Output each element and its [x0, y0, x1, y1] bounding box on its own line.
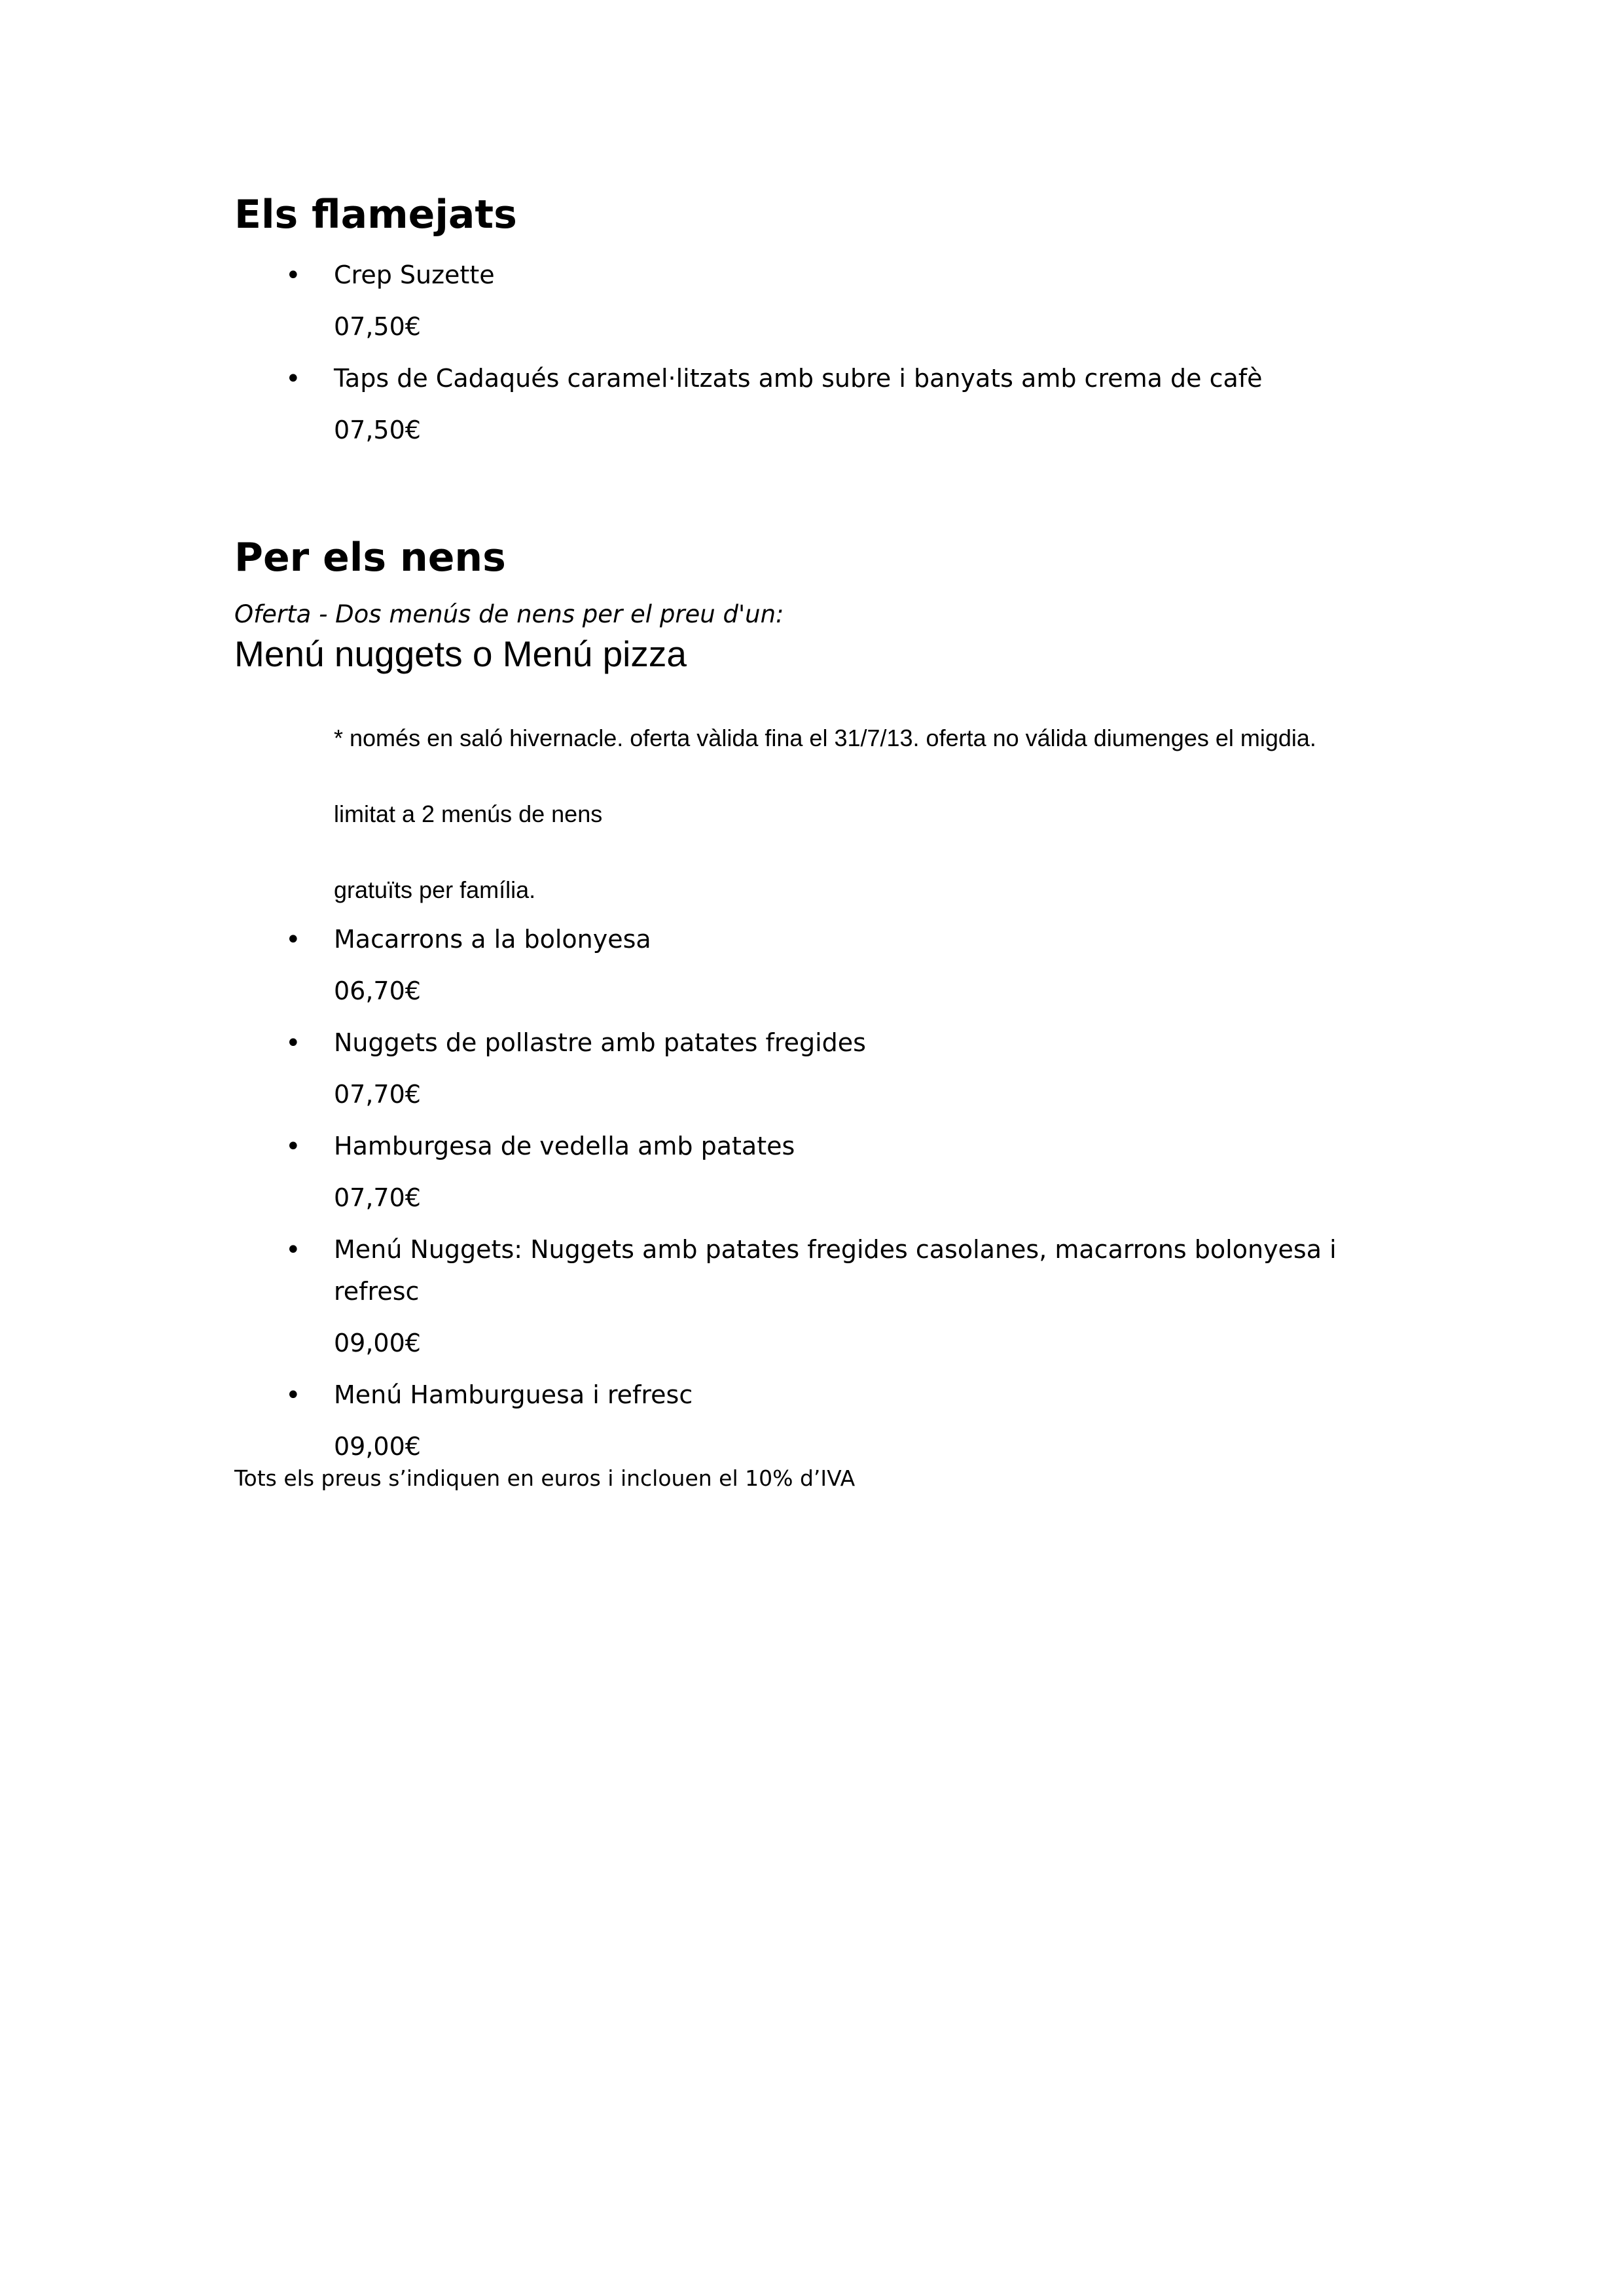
- menu-item-name: Taps de Cadaqués caramel·litzats amb subre i banyats amb crema de cafè: [334, 364, 1263, 393]
- footer-note: Tots els preus s’indiquen en euros i inclouen el 10% d’IVA: [234, 1465, 856, 1491]
- offer-note: * només en saló hivernacle. oferta vàlida fina el 31/7/13. oferta no válida diumenges el migdia.: [334, 725, 1316, 751]
- bullet: •: [285, 364, 301, 394]
- bullet: •: [285, 1132, 301, 1162]
- menu-item-name: Menú Hamburguesa i refresc: [334, 1380, 693, 1409]
- bullet: •: [285, 1235, 301, 1265]
- menu-item-name: Macarrons a la bolonyesa: [334, 925, 651, 954]
- menu-item-price: 07,50€: [334, 312, 421, 341]
- section-title-nens: Per els nens: [234, 535, 506, 581]
- bullet: •: [285, 260, 301, 291]
- menu-item-price: 09,00€: [334, 1329, 421, 1357]
- menu-item-price: 07,50€: [334, 416, 421, 444]
- offer-note: gratuïts per família.: [334, 876, 536, 903]
- offer-subtitle: Oferta - Dos menús de nens per el preu d'un:: [234, 600, 784, 628]
- section-title-flamejats: Els flamejats: [234, 192, 517, 238]
- menu-item-name: Crep Suzette: [334, 260, 495, 289]
- offer-headline: Menú nuggets o Menú pizza: [234, 634, 687, 674]
- offer-note: limitat a 2 menús de nens: [334, 800, 603, 827]
- menu-item-name: Menú Nuggets: Nuggets amb patates fregides casolanes, macarrons bolonyesa i: [334, 1235, 1337, 1264]
- bullet: •: [285, 1380, 301, 1410]
- menu-item-name: Hamburgesa de vedella amb patates: [334, 1132, 795, 1160]
- menu-item-price: 07,70€: [334, 1183, 421, 1212]
- menu-item-name: Nuggets de pollastre amb patates fregides: [334, 1028, 866, 1057]
- menu-item-price: 07,70€: [334, 1080, 421, 1109]
- bullet: •: [285, 925, 301, 955]
- menu-item-name-continued: refresc: [334, 1277, 420, 1306]
- menu-item-price: 09,00€: [334, 1432, 421, 1461]
- bullet: •: [285, 1028, 301, 1058]
- menu-item-price: 06,70€: [334, 977, 421, 1005]
